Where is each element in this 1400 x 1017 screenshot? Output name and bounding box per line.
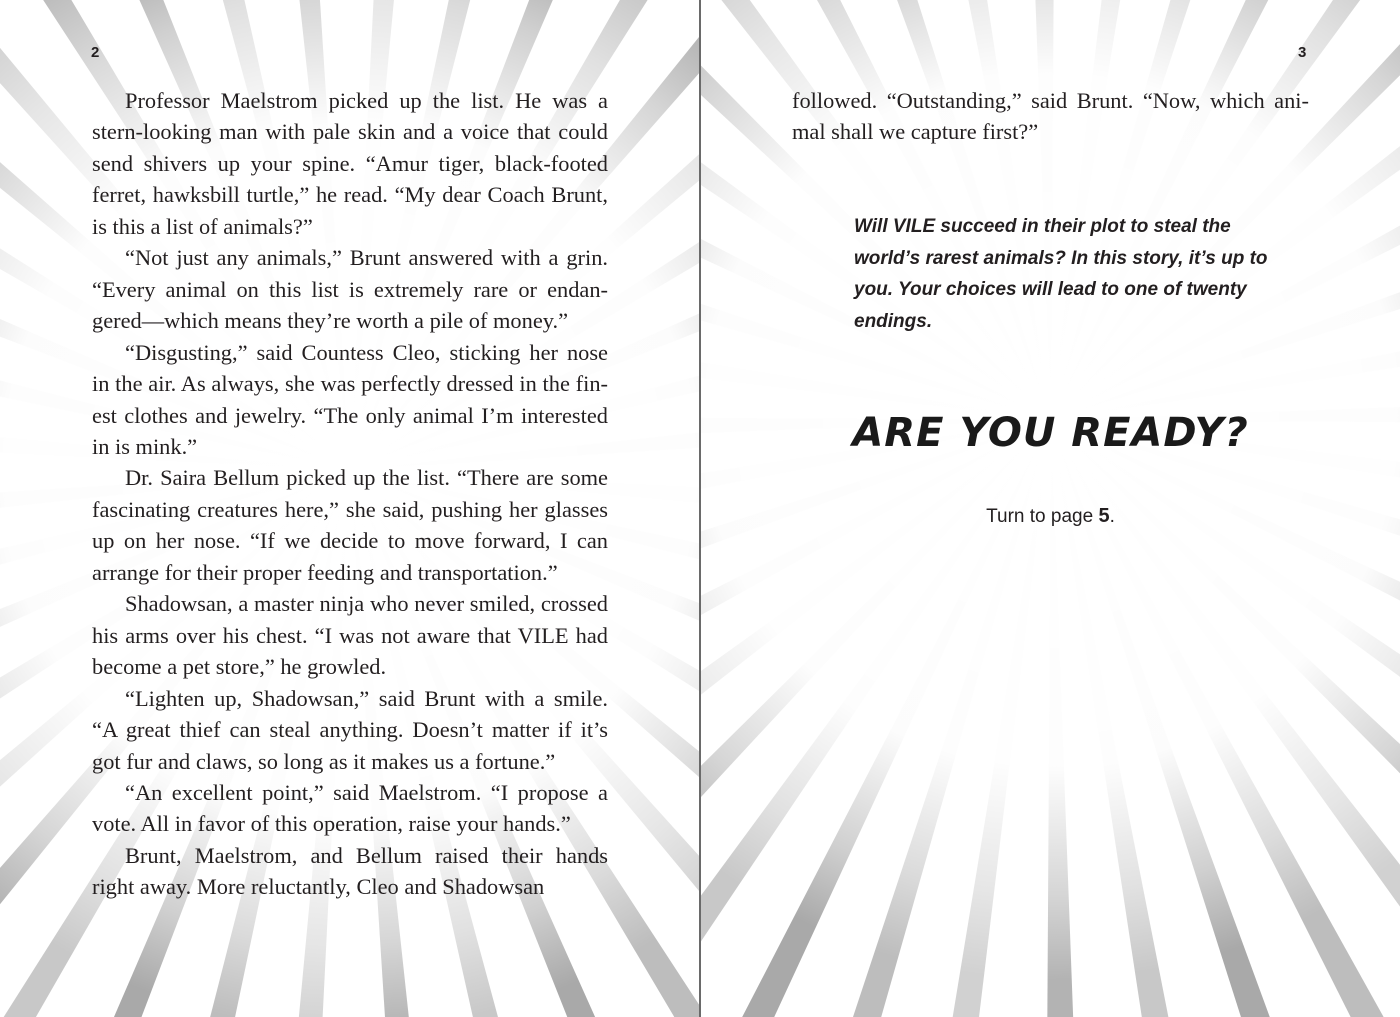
paragraph: Dr. Saira Bellum picked up the list. “There are some fascinating creatures here,” she said, pushing her glasses up on her nose. “If we decide to move forward, I can arrange for their proper feeding and transportation.” (92, 465, 608, 585)
target-page-number: 5 (1098, 505, 1110, 527)
paragraph: Brunt, Maelstrom, and Bellum raised their hands right away. More reluctantly, Cleo and Shadowsan (92, 842, 608, 900)
paragraph: “Lighten up, Shadowsan,” said Brunt with a smile. “A great thief can steal anything. Doesn’t matter if it’s got fur and claws, so long as it makes us a fortune.” (92, 685, 608, 774)
right-page (701, 0, 1400, 1017)
right-body-text (792, 85, 1309, 148)
paragraph: “Disgusting,” said Countess Cleo, sticking her nose in the air. As always, she was perfectly dressed in the finest clothes and jewelry. “The only animal I’m interested in is mink.” (92, 339, 608, 459)
turn-to-page-instruction (701, 505, 1400, 528)
are-you-ready-headline: ARE YOU READY? (852, 410, 1249, 456)
paragraph: “An excellent point,” said Maelstrom. “I propose a vote. All in favor of this operation, raise your hands.” (92, 779, 608, 837)
paragraph: followed. “Outstanding,” said Brunt. “Now, which animal shall we capture first?” (792, 88, 1309, 145)
page-number-right: 3 (1298, 44, 1307, 61)
turn-suffix: . (1109, 506, 1115, 527)
story-teaser: Will VILE succeed in their plot to steal the world’s rarest animals? In this story, it’s up to you. Your choices will lead to one of twenty endings. (854, 216, 1268, 332)
paragraph: Shadowsan, a master ninja who never smiled, crossed his arms over his chest. “I was not aware that VILE had become a pet store,” he growled. (92, 591, 608, 680)
paragraph: Professor Maelstrom picked up the list. He was a stern-looking man with pale skin and a voice that could send shivers up your spine. “Amur tiger, black-footed ferret, hawksbill turtle,” he read. “My dear Coach Brunt, is this a list of animals?” (92, 88, 608, 239)
page-number-left: 2 (91, 44, 100, 61)
left-body-text (92, 85, 608, 903)
turn-prefix: Turn to page (986, 506, 1099, 527)
paragraph: “Not just any animals,” Brunt answered with a grin. “Every animal on this list is extremely rare or endangered—which means they’re worth a pile of money.” (92, 245, 608, 334)
